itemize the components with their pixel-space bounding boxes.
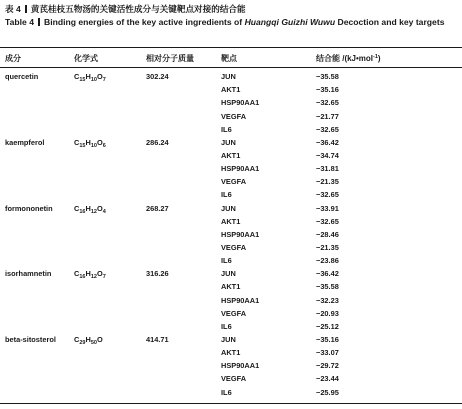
compound-formula [74, 269, 106, 279]
target-name: AKT1 [221, 282, 241, 292]
compound-name: beta-sitosterol [5, 335, 56, 344]
formula-element: C [74, 203, 80, 213]
formula-subscript: 16 [79, 208, 86, 215]
binding-energy: −31.81 [316, 164, 339, 174]
table-bottom-rule [0, 403, 462, 404]
target-name: VEGFA [221, 308, 247, 318]
formula-element: O [96, 335, 103, 344]
formula-subscript: 7 [102, 274, 106, 281]
target-name: JUN [221, 72, 236, 81]
target-name: AKT1 [221, 216, 241, 226]
compound-molecular-weight: 302.24 [146, 72, 169, 81]
formula-subscript: 10 [90, 77, 97, 83]
target-name: JUN [221, 203, 236, 213]
binding-energy: −32.65 [316, 124, 339, 134]
target-name: VEGFA [221, 374, 247, 384]
formula-element: C [74, 72, 80, 81]
binding-energy: −33.91 [316, 203, 339, 213]
target-name: IL6 [221, 387, 232, 397]
formula-element: H [85, 269, 91, 279]
target-name: VEGFA [221, 111, 247, 121]
binding-energy: −21.35 [316, 243, 339, 252]
formula-element: C [74, 335, 80, 344]
binding-energy: −20.93 [316, 308, 339, 318]
compound-formula [74, 335, 103, 345]
header-formula: 化学式 [74, 54, 98, 63]
compound-formula [74, 204, 106, 214]
binding-energy: −32.23 [316, 295, 339, 305]
formula-element: H [85, 335, 91, 344]
caption-zh-title: 黄芪桂枝五物汤的关键活性成分与关键靶点对接的结合能 [30, 4, 246, 14]
caption-zh [5, 3, 457, 15]
formula-subscript: 12 [90, 208, 97, 215]
formula-element: O [96, 203, 103, 213]
table-top-rule [0, 47, 462, 48]
binding-energy: −33.07 [316, 348, 339, 358]
formula-element: H [85, 137, 91, 147]
caption-en-title-post: Decoction and key targets [335, 17, 445, 27]
target-name: JUN [221, 269, 236, 279]
caption-en [5, 16, 457, 28]
compound-formula [74, 72, 106, 82]
formula-subscript: 16 [79, 274, 86, 281]
binding-energy: −35.58 [316, 72, 339, 81]
binding-energy: −29.72 [316, 361, 339, 371]
caption-en-title-italic: Huangqi Guizhi Wuwu [244, 17, 336, 27]
formula-subscript: 4 [102, 208, 106, 215]
binding-energy: −25.95 [316, 387, 339, 397]
target-name: IL6 [221, 256, 232, 266]
formula-element: C [74, 269, 80, 279]
binding-energy: −35.58 [316, 282, 339, 292]
formula-subscript: 15 [79, 142, 86, 149]
compound-name: formononetin [5, 203, 53, 213]
caption-separator [38, 18, 40, 26]
formula-subscript: 50 [90, 340, 97, 346]
caption-en-label: Table 4 [5, 17, 34, 27]
binding-energy: −36.42 [316, 137, 339, 147]
header-energy-text: 结合能 /(kJ•mol [316, 54, 374, 63]
target-name: HSP90AA1 [221, 164, 260, 174]
binding-energy: −32.65 [316, 190, 339, 200]
target-name: IL6 [221, 321, 232, 331]
formula-subscript: 15 [79, 77, 86, 83]
formula-element: O [96, 269, 103, 279]
formula-element: H [85, 72, 91, 81]
binding-energy: −32.65 [316, 216, 339, 226]
target-name: HSP90AA1 [221, 295, 260, 305]
compound-molecular-weight: 268.27 [146, 203, 169, 213]
target-name: IL6 [221, 124, 232, 134]
target-name: VEGFA [221, 243, 247, 252]
caption-en-title-pre: Binding energies of the key active ingredients of [43, 17, 245, 27]
compound-name: isorhamnetin [5, 269, 52, 279]
binding-energy: −21.77 [316, 111, 339, 121]
header-energy-close: ) [377, 54, 381, 63]
formula-subscript: 7 [102, 77, 106, 83]
compound-formula [74, 138, 106, 148]
target-name: HSP90AA1 [221, 361, 260, 371]
binding-energy: −28.46 [316, 229, 339, 239]
binding-energy: −35.16 [316, 335, 339, 344]
formula-subscript: 29 [79, 340, 86, 346]
binding-energy: −25.12 [316, 321, 339, 331]
formula-subscript: 6 [102, 142, 106, 149]
target-name: HSP90AA1 [221, 98, 260, 108]
header-target: 靶点 [221, 54, 237, 63]
formula-element: O [96, 137, 103, 147]
formula-subscript: 10 [90, 142, 97, 149]
header-energy [316, 53, 381, 64]
binding-energy: −23.86 [316, 256, 339, 266]
target-name: AKT1 [221, 85, 241, 95]
formula-element: C [74, 137, 80, 147]
compound-name: quercetin [5, 72, 39, 81]
header-energy-exponent: -1 [373, 54, 378, 60]
target-name: VEGFA [221, 177, 247, 187]
formula-element: H [85, 203, 91, 213]
target-name: JUN [221, 335, 236, 344]
table-caption [5, 3, 457, 28]
binding-energy: −21.35 [316, 177, 339, 187]
header-mw: 相对分子质量 [146, 54, 194, 63]
binding-energy: −36.42 [316, 269, 339, 279]
target-name: AKT1 [221, 348, 241, 358]
target-name: JUN [221, 137, 236, 147]
formula-element: O [96, 72, 103, 81]
compound-molecular-weight: 414.71 [146, 335, 169, 344]
table-header-rule [0, 67, 462, 68]
binding-energy: −32.65 [316, 98, 339, 108]
target-name: HSP90AA1 [221, 229, 260, 239]
target-name: AKT1 [221, 150, 241, 160]
binding-energy: −35.16 [316, 85, 339, 95]
binding-energy: −23.44 [316, 374, 339, 384]
caption-separator [25, 5, 27, 13]
compound-molecular-weight: 316.26 [146, 269, 169, 279]
binding-energy: −34.74 [316, 150, 339, 160]
compound-molecular-weight: 286.24 [146, 137, 169, 147]
compound-name: kaempferol [5, 137, 45, 147]
target-name: IL6 [221, 190, 232, 200]
formula-subscript: 12 [90, 274, 97, 281]
header-name: 成分 [5, 54, 21, 63]
caption-zh-label: 表 4 [5, 4, 21, 14]
